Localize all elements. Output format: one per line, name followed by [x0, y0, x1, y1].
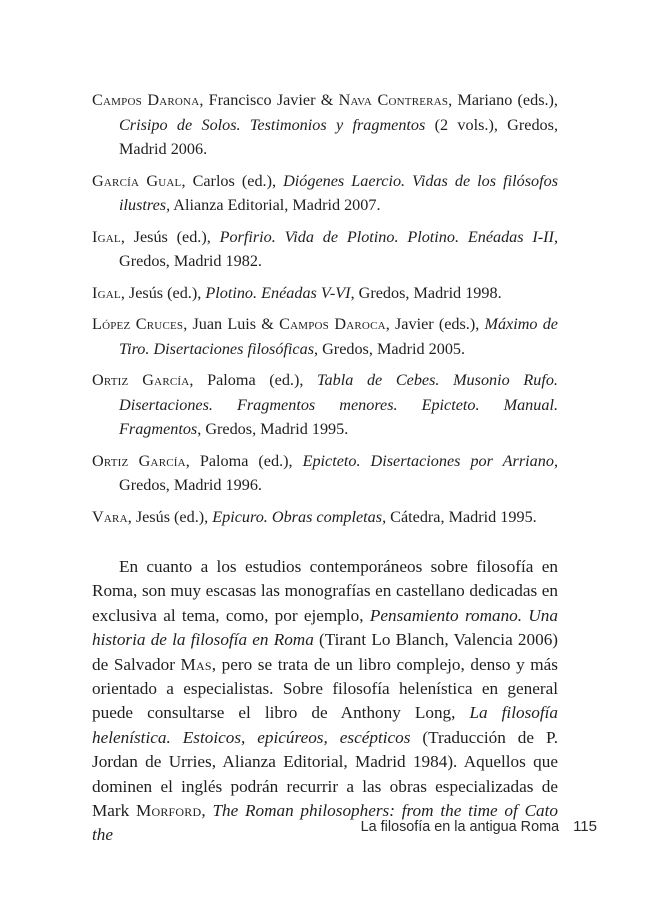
bibliography-entry: [92, 368, 558, 442]
author-surname: Mas: [180, 654, 212, 674]
publication-details: , Gredos, Madrid 2005.: [314, 339, 466, 358]
bibliography-entry: [92, 281, 558, 306]
author-surname: García Gual: [92, 171, 182, 190]
author-surname: Ortiz García: [92, 451, 186, 470]
publication-details: , Gredos, Madrid 1998.: [350, 283, 502, 302]
author-given: , Carlos (ed.),: [181, 171, 284, 190]
author-given: , Jesús (ed.),: [127, 507, 213, 526]
publication-details: , Alianza Editorial, Madrid 2007.: [166, 196, 381, 214]
paragraph-text: , pero se trata de un libro complejo, denso y más orientado a especialistas. Sobre filosofía helenística en general puede consultarse el libro de Anthony Long,: [92, 654, 558, 723]
work-title: Tabla de Cebes. Musonio Rufo. Disertaciones. Fragmentos menores. Epicteto. Manual. Fragmentos: [119, 371, 558, 438]
work-title: Porfirio. Vida de Plotino. Plotino. Enéadas I-II: [219, 227, 554, 246]
body-paragraph: [92, 555, 558, 848]
author-surname: Campos Daroca: [279, 315, 386, 333]
author-given: , Jesús (ed.),: [120, 227, 220, 246]
author-given: , Paloma (ed.),: [185, 451, 303, 470]
author-surname: Campos Darona: [92, 91, 200, 109]
author-given: , Paloma (ed.),: [189, 371, 318, 389]
page-body: [92, 88, 558, 848]
bibliography-entry: [92, 312, 558, 361]
bibliography-entry: [92, 169, 558, 218]
paragraph-text: (Traducción de P. Jordan de Urries, Alianza Editorial, Madrid 1984). Aquellos que dominen el inglés podrán recurrir a las obras especializadas de Mark: [92, 727, 558, 821]
author-given: , Javier (eds.),: [385, 315, 485, 333]
page-number: 115: [573, 818, 597, 835]
cited-title: The Roman philosophers: from the time of Cato the: [92, 801, 558, 845]
publication-details: , Gredos, Madrid 1995.: [197, 420, 349, 438]
bibliography-list: [92, 88, 558, 529]
author-surname: López Cruces: [92, 315, 184, 333]
publication-details: (2 vols.), Gredos, Madrid 2006.: [119, 115, 558, 158]
work-title: Máximo de Tiro. Disertaciones filosóficas: [119, 315, 558, 358]
work-title: Epicteto. Disertaciones por Arriano: [302, 451, 554, 470]
bibliography-entry: [92, 449, 558, 498]
author-given: , Juan Luis &: [183, 315, 280, 333]
paragraph-text: (Tirant Lo Blanch, Valencia 2006) de Salvador: [92, 630, 559, 674]
author-surname: Igal: [92, 227, 121, 246]
author-given: , Francisco Javier &: [199, 91, 339, 109]
author-given: , Mariano (eds.),: [448, 91, 558, 109]
cited-title: Pensamiento romano. Una historia de la filosofía en Roma: [92, 605, 558, 650]
work-title: Diógenes Laercio. Vidas de los filósofos ilustres: [119, 171, 558, 214]
author-surname: Vara: [92, 507, 128, 526]
page-footer: [361, 818, 597, 835]
running-title: La filosofía en la antigua Roma: [360, 819, 560, 835]
bibliography-entry: [92, 225, 558, 274]
cited-title: La filosofía helenística. Estoicos, epicúreos, escépticos: [92, 703, 559, 747]
paragraph-text: En cuanto a los estudios contemporáneos sobre filosofía en Roma, son muy escasas las monografías en castellano dedicadas en exclusiva al tema, como, por ejemplo,: [92, 557, 558, 625]
publication-details: , Gredos, Madrid 1996.: [119, 451, 558, 494]
bibliography-entry: [92, 505, 558, 530]
author-surname: Nava Contreras: [338, 91, 449, 109]
author-surname: Morford: [136, 801, 202, 821]
work-title: Epicuro. Obras completas: [212, 507, 383, 526]
work-title: Plotino. Enéadas V-VI: [205, 283, 351, 302]
author-surname: Igal: [92, 283, 121, 302]
author-given: , Jesús (ed.),: [120, 283, 206, 302]
publication-details: , Cátedra, Madrid 1995.: [382, 507, 537, 526]
author-surname: Ortiz García: [92, 371, 190, 389]
publication-details: , Gredos, Madrid 1982.: [119, 227, 558, 270]
work-title: Crisipo de Solos. Testimonios y fragmentos: [119, 115, 426, 134]
paragraph-text: ,: [201, 801, 213, 821]
bibliography-entry: [92, 88, 558, 162]
